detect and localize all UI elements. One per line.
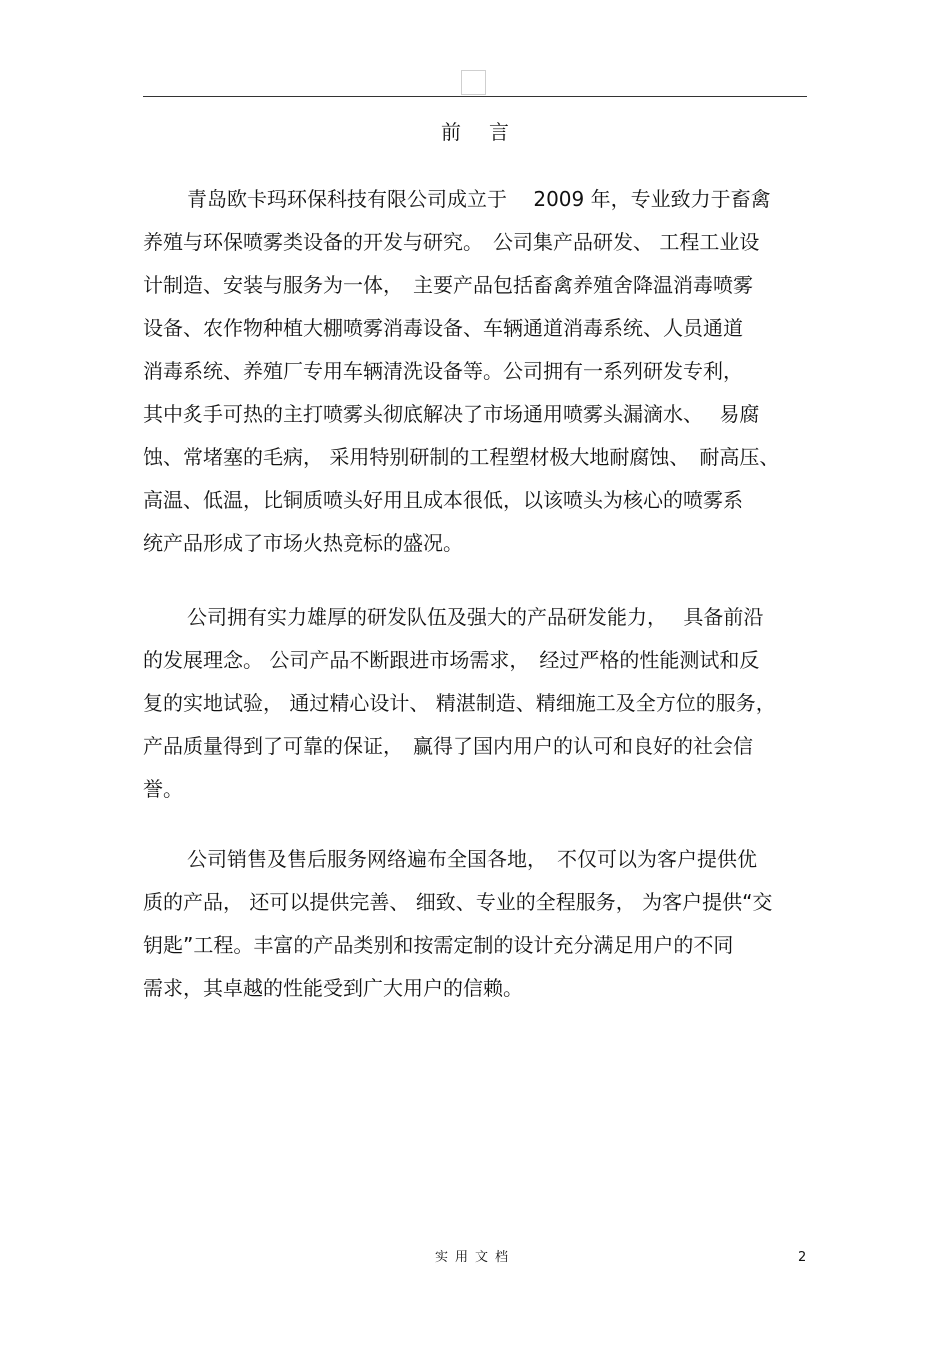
title-char-1: 前 [441, 120, 461, 144]
paragraph-line: 质的产品， 还可以提供完善、 细致、专业的全程服务， 为客户提供“交 [143, 890, 773, 914]
paragraph-line: 誉。 [143, 777, 183, 801]
paragraph-line: 消毒系统、养殖厂专用车辆清洗设备等。公司拥有一系列研发专利， [143, 359, 743, 383]
paragraph-line: 蚀、常堵塞的毛病， 采用特别研制的工程塑材极大地耐腐蚀、 耐高压、 [143, 445, 780, 469]
header-rule [143, 96, 807, 97]
paragraph-1 [143, 178, 823, 565]
paragraph-line: 计制造、安装与服务为一体， 主要产品包括畜禽养殖舍降温消毒喷雾 [143, 273, 753, 297]
header-mark [461, 70, 486, 95]
paragraph-line: 公司销售及售后服务网络遍布全国各地， 不仅可以为客户提供优 [187, 847, 757, 871]
paragraph-line: 设备、农作物种植大棚喷雾消毒设备、车辆通道消毒系统、人员通道 [143, 316, 743, 340]
title-char-2: 言 [489, 120, 509, 144]
page-number: 2 [798, 1250, 807, 1265]
paragraph-line: 其中炙手可热的主打喷雾头彻底解决了市场通用喷雾头漏滴水、 易腐 [143, 402, 760, 426]
paragraph-line: 钥匙”工程。丰富的产品类别和按需定制的设计充分满足用户的不同 [143, 933, 734, 957]
paragraph-2 [143, 596, 823, 811]
paragraph-line: 统产品形成了市场火热竞标的盛况。 [143, 531, 463, 555]
paragraph-line: 复的实地试验， 通过精心设计、 精湛制造、精细施工及全方位的服务， [143, 691, 776, 715]
paragraph-line: 高温、低温，比铜质喷头好用且成本很低，以该喷头为核心的喷雾系 [143, 488, 743, 512]
footer-label: 实用文档 [434, 1250, 515, 1265]
paragraph-line: 青岛欧卡玛环保科技有限公司成立于 2009 年，专业致力于畜禽 [187, 187, 771, 211]
page-title [0, 117, 950, 147]
paragraph-line: 养殖与环保喷雾类设备的开发与研究。 公司集产品研发、 工程工业设 [143, 230, 760, 254]
paragraph-line: 的发展理念。 公司产品不断跟进市场需求， 经过严格的性能测试和反 [143, 648, 760, 672]
paragraph-3 [143, 838, 823, 1010]
paragraph-line: 需求，其卓越的性能受到广大用户的信赖。 [143, 976, 523, 1000]
paragraph-line: 产品质量得到了可靠的保证， 赢得了国内用户的认可和良好的社会信 [143, 734, 753, 758]
paragraph-line: 公司拥有实力雄厚的研发队伍及强大的产品研发能力， 具备前沿 [187, 605, 764, 629]
